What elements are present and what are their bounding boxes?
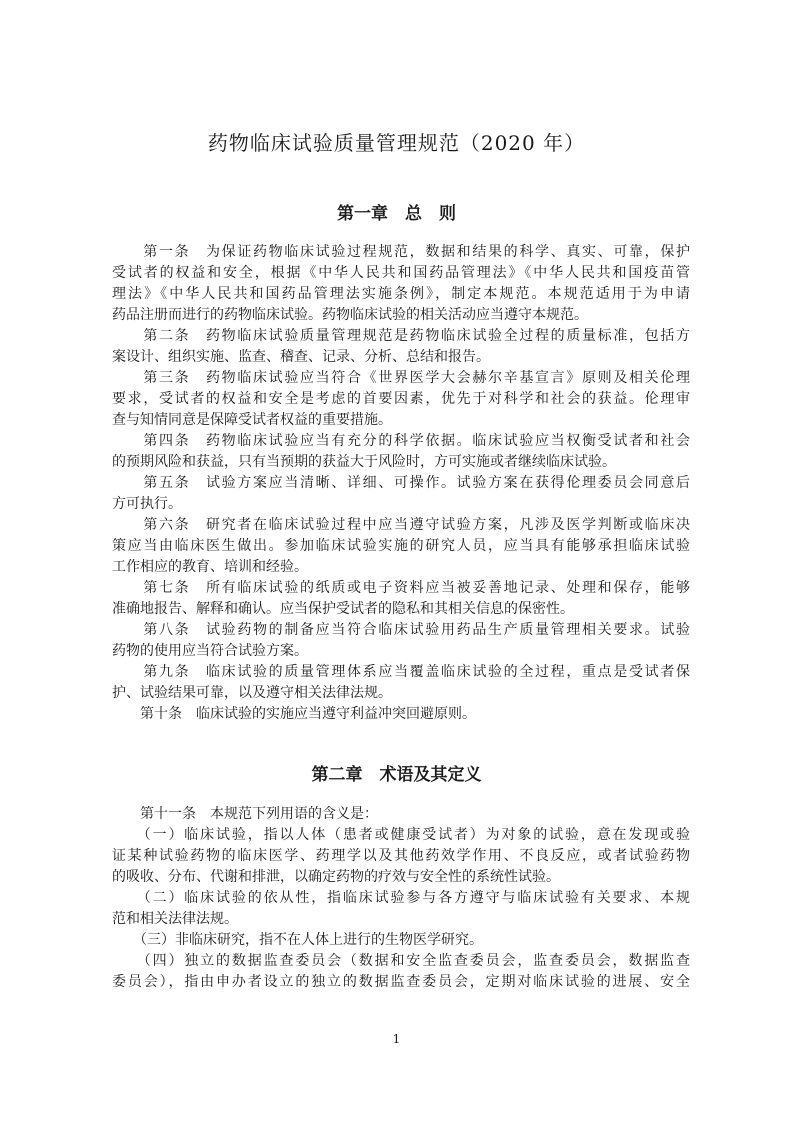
body-line: 查与知情同意是保障受试者权益的重要措施。 <box>112 412 392 428</box>
body-line: 第七条 所有临床试验的纸质或电子资料应当被妥善地记录、处理和保存，能够 <box>112 580 690 596</box>
body-line: 第二条 药物临床试验质量管理规范是药物临床试验全过程的质量标准，包括方 <box>112 328 690 344</box>
body-line: 准确地报告、解释和确认。应当保护受试者的隐私和其相关信息的保密性。 <box>112 601 574 617</box>
page-number: 1 <box>392 1032 401 1046</box>
body-line: 的吸收、分布、代谢和排泄，以确定药物的疗效与安全性的系统性试验。 <box>112 869 560 885</box>
body-line: （四）独立的数据监查委员会（数据和安全监查委员会，监查委员会，数据监查 <box>112 953 690 969</box>
body-line: 第九条 临床试验的质量管理体系应当覆盖临床试验的全过程，重点是受试者保 <box>112 664 690 680</box>
body-line: （三）非临床研究，指不在人体上进行的生物医学研究。 <box>112 932 483 948</box>
body-line: （二）临床试验的依从性，指临床试验参与各方遵守与临床试验有关要求、本规 <box>112 890 690 906</box>
body-line: 第十一条 本规范下列用语的含义是： <box>112 806 378 822</box>
body-line: 药物的使用应当符合试验方案。 <box>112 643 308 659</box>
chapter-1-heading: 第一章 总 则 <box>337 204 456 224</box>
body-line: 策应当由临床医生做出。参加临床试验实施的研究人员，应当具有能够承担临床试验 <box>112 538 690 554</box>
body-line: 第三条 药物临床试验应当符合《世界医学大会赫尔辛基宣言》原则及相关伦理 <box>112 370 690 386</box>
body-line: 护、试验结果可靠，以及遵守相关法律法规。 <box>112 685 392 701</box>
chapter-2-heading: 第二章 术语及其定义 <box>311 765 482 785</box>
body-line: 工作相应的教育、培训和经验。 <box>112 559 308 575</box>
body-line: （一）临床试验，指以人体（患者或健康受试者）为对象的试验，意在发现或验 <box>112 827 690 843</box>
body-line: 的预期风险和获益，只有当预期的获益大于风险时，方可实施或者继续临床试验。 <box>112 454 616 470</box>
body-line: 要求，受试者的权益和安全是考虑的首要因素，优先于对科学和社会的获益。伦理审 <box>112 391 690 407</box>
body-line: 第四条 药物临床试验应当有充分的科学依据。临床试验应当权衡受试者和社会 <box>112 433 690 449</box>
body-line: 第十条 临床试验的实施应当遵守利益冲突回避原则。 <box>112 706 476 722</box>
body-line: 方可执行。 <box>112 496 182 512</box>
body-line: 证某种试验药物的临床医学、药理学以及其他药效学作用、不良反应，或者试验药物 <box>112 848 690 864</box>
body-line: 案设计、组织实施、监查、稽查、记录、分析、总结和报告。 <box>112 349 490 365</box>
body-line: 第六条 研究者在临床试验过程中应当遵守试验方案，凡涉及医学判断或临床决 <box>112 517 690 533</box>
body-line: 第五条 试验方案应当清晰、详细、可操作。试验方案在获得伦理委员会同意后 <box>112 475 690 491</box>
body-line: 理法》《中华人民共和国药品管理法实施条例》，制定本规范。本规范适用于为申请 <box>112 286 690 302</box>
body-line: 委员会），指由申办者设立的独立的数据监查委员会，定期对临床试验的进展、安全 <box>112 974 690 990</box>
body-line: 范和相关法律法规。 <box>112 911 238 927</box>
document-title: 药物临床试验质量管理规范（2020 年） <box>207 131 586 155</box>
body-line: 第一条 为保证药物临床试验过程规范，数据和结果的科学、真实、可靠，保护 <box>112 244 690 260</box>
body-line: 受试者的权益和安全，根据《中华人民共和国药品管理法》《中华人民共和国疫苗管 <box>112 265 690 281</box>
body-line: 第八条 试验药物的制备应当符合临床试验用药品生产质量管理相关要求。试验 <box>112 622 690 638</box>
body-line: 药品注册而进行的药物临床试验。药物临床试验的相关活动应当遵守本规范。 <box>112 307 588 323</box>
